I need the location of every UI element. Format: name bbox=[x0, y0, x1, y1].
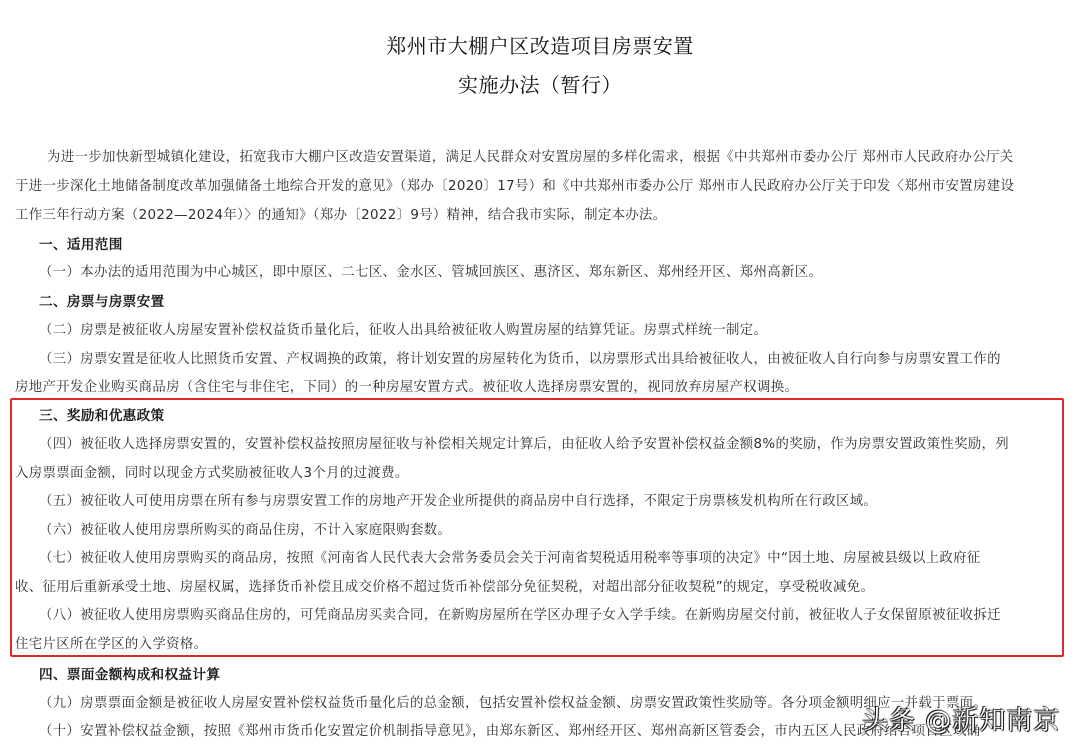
paragraph-4-line-1: （四）被征收人选择房票安置的，安置补偿权益按照房屋征收与补偿相关规定计算后，由征收人给予安置补偿权益金额8%的奖励，作为房票安置政策性奖励，列 bbox=[39, 437, 1010, 452]
document-title-line1: 郑州市大棚户区改造项目房票安置 bbox=[386, 34, 694, 58]
paragraph-4-line-2: 入房票票面金额，同时以现金方式奖励被征收人3个月的过渡费。 bbox=[15, 466, 409, 481]
paragraph-9: （九）房票票面金额是被征收人房屋安置补偿权益货币量化后的总金额，包括安置补偿权益金额、房票安置政策性奖励等。各分项金额明细应一并载于票面。 bbox=[39, 696, 988, 711]
intro-line-2: 于进一步深化土地储备制度改革加强储备土地综合开发的意见》（郑办〔2020〕17号）和《中共郑州市委办公厅 郑州市人民政府办公厅关于印发〈郑州市安置房建设 bbox=[15, 179, 1015, 194]
section-heading-1: 一、适用范围 bbox=[39, 237, 123, 253]
watermark-text: 头条 @新知南京 bbox=[862, 706, 1061, 736]
section-heading-4: 四、票面金额构成和权益计算 bbox=[39, 667, 221, 683]
paragraph-7-line-1: （七）被征收人使用房票购买的商品房，按照《河南省人民代表大会常务委员会关于河南省契税适用税率等事项的决定》中“因土地、房屋被县级以上政府征 bbox=[39, 551, 981, 566]
section-heading-2: 二、房票与房票安置 bbox=[39, 294, 165, 310]
paragraph-3-line-1: （三）房票安置是征收人比照货币安置、产权调换的政策，将计划安置的房屋转化为货币，以房票形式出具给被征收人，由被征收人自行向参与房票安置工作的 bbox=[39, 352, 1001, 367]
paragraph-10: （十）安置补偿权益金额，按照《郑州市货币化安置定价机制指导意见》，由郑东新区、郑州经开区、郑州高新区管委会，市内五区人民政府结合项目区域确 bbox=[39, 724, 981, 739]
section-heading-3: 三、奖励和优惠政策 bbox=[39, 408, 165, 424]
paragraph-8-line-1: （八）被征收人使用房票购买商品住房的，可凭商品房买卖合同，在新购房屋所在学区办理子女入学手续。在新购房屋交付前，被征收人子女保留原被征收拆迁 bbox=[39, 608, 1001, 623]
paragraph-7-line-2: 收、征用后重新承受土地、房屋权属，选择货币补偿且成交价格不超过货币补偿部分免征契税，对超出部分征收契税”的规定，享受税收减免。 bbox=[15, 580, 875, 595]
intro-line-1: 为进一步加快新型城镇化建设，拓宽我市大棚户区改造安置渠道，满足人民群众对安置房屋的多样化需求，根据《中共郑州市委办公厅 郑州市人民政府办公厅关 bbox=[47, 150, 1014, 165]
paragraph-2: （二）房票是被征收人房屋安置补偿权益货币量化后，征收人出具给被征收人购置房屋的结算凭证。房票式样统一制定。 bbox=[39, 323, 768, 338]
paragraph-3-line-2: 房地产开发企业购买商品房（含住宅与非住宅，下同）的一种房屋安置方式。被征收人选择房票安置的，视同放弃房屋产权调换。 bbox=[15, 380, 799, 395]
paragraph-6: （六）被征收人使用房票所购买的商品住房，不计入家庭限购套数。 bbox=[39, 523, 452, 538]
paragraph-5: （五）被征收人可使用房票在所有参与房票安置工作的房地产开发企业所提供的商品房中自行选择，不限定于房票核发机构所在行政区域。 bbox=[39, 494, 878, 509]
intro-line-3: 工作三年行动方案（2022—2024年）〉的通知》（郑办〔2022〕9号）精神，结合我市实际，制定本办法。 bbox=[15, 208, 667, 223]
paragraph-1: （一）本办法的适用范围为中心城区，即中原区、二七区、金水区、管城回族区、惠济区、郑东新区、郑州经开区、郑州高新区。 bbox=[39, 265, 823, 280]
paragraph-8-line-2: 住宅片区所在学区的入学资格。 bbox=[15, 637, 208, 652]
document-title-line2: 实施办法（暂行） bbox=[458, 73, 622, 97]
